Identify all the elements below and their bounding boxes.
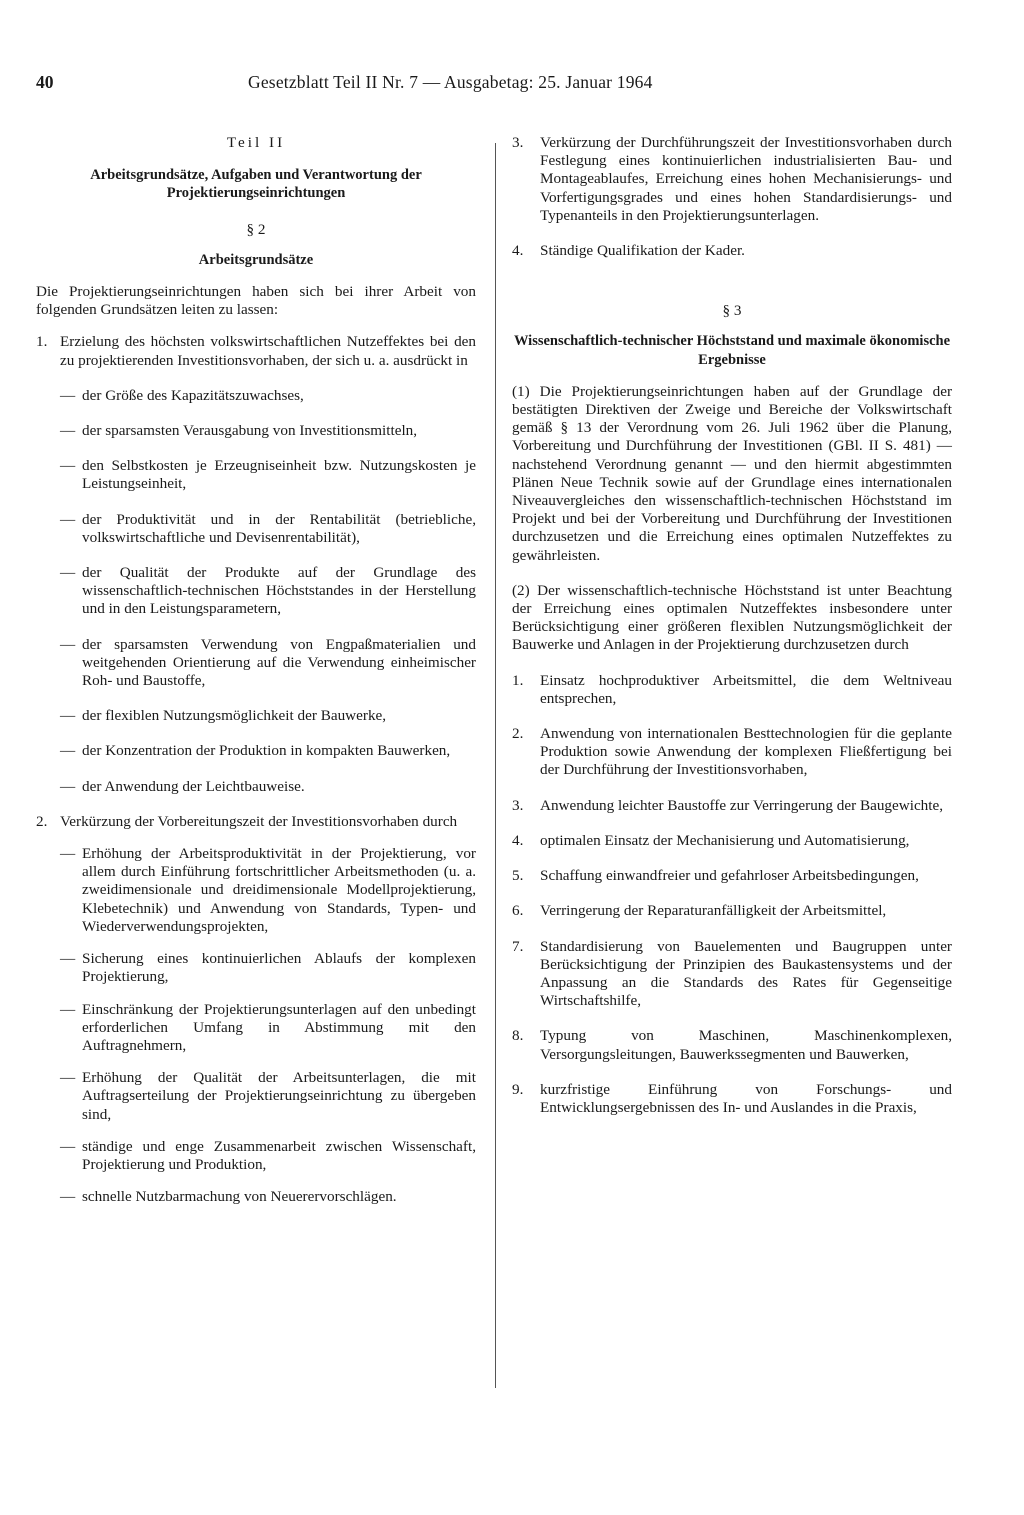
dash-text: schnelle Nutzbarmachung von Neuerervorschlägen. [82, 1188, 397, 1206]
right-column [512, 134, 952, 1117]
list-number: 3. [512, 134, 524, 151]
dash-item: — schnelle Nutzbarmachung von Neuerervorschlägen. [60, 1188, 476, 1206]
dash-item: — Einschränkung der Projektierungsunterlagen auf den unbedingt erforderlichen Umfang in Abstimmung mit den Auftragnehmern, [60, 1000, 476, 1054]
list-number: 7. [512, 937, 524, 955]
list-text: optimalen Einsatz der Mechanisierung und Automatisierung, [540, 831, 910, 849]
list-text: Anwendung von internationalen Besttechnologien für die geplante Produktion sowie Anwendung der komplexen Fließfertigung bei der Durchführung der Investitionsvorhaben, [540, 725, 952, 779]
list-text: kurzfristige Einführung von Forschungs- und Entwicklungsergebnissen des In- und Auslandes in die Praxis, [540, 1080, 952, 1116]
list-number: 2. [36, 812, 48, 830]
measure-item-9 [512, 1081, 952, 1117]
dash-text: den Selbstkosten je Erzeugniseinheit bzw. Nutzungskosten je Leistungseinheit, [82, 457, 476, 493]
page-header [36, 72, 756, 93]
dash-text: Erhöhung der Qualität der Arbeitsunterlagen, die mit Auftragserteilung der Projektierungseinrichtung zu übergeben sind, [82, 1069, 476, 1123]
list-number: 6. [512, 902, 524, 920]
paragraph-2: (2) Der wissenschaftlich-technische Höchststand ist unter Beachtung der Erreichung eines optimalen Nutzeffektes insbesondere unter Berücksichtigung einer größeren flexiblen Nutzungsmöglichkeit der Bauwerke und Anlagen in der Projektierung durchzusetzen durch [512, 581, 952, 654]
measure-item-1 [512, 672, 952, 708]
list-item-4 [512, 242, 952, 260]
list-text: Anwendung leichter Baustoffe zur Verringerung der Baugewichte, [540, 796, 944, 814]
dash-text: der sparsamsten Verwendung von Engpaßmaterialien und weitgehenden Orientierung auf die Verwendung einheimischer Roh- und Baustoffe, [82, 635, 476, 690]
dash-text: der Konzentration der Produktion in kompakten Bauwerken, [82, 742, 451, 760]
dash-text: der Produktivität und in der Rentabilität (betriebliche, volkswirtschaftliche und Devisenrentabilität), [82, 510, 476, 546]
dash-text: ständige und enge Zusammenarbeit zwischen Wissenschaft, Projektierung und Produktion, [82, 1137, 476, 1173]
list-number: 9. [512, 1080, 524, 1098]
dash-item: — der sparsamsten Verwendung von Engpaßmaterialien und weitgehenden Orientierung auf die Verwendung einheimischer Roh- und Baustoffe, [60, 635, 476, 690]
dash-item: — Erhöhung der Arbeitsproduktivität in der Projektierung, vor allem durch Einführung fortschrittlicher Arbeitsmethoden (u. a. zweidimensionale und dreidimensionale Modellprojektierung, Klebetechnik) und Anwendung von Standards, Typen- und Wiederverwendungsprojekten, [60, 845, 476, 935]
dash-text: Einschränkung der Projektierungsunterlagen auf den unbedingt erforderlichen Umfang in Abstimmung mit den Auftragnehmern, [82, 1000, 476, 1054]
measure-item-7 [512, 938, 952, 1011]
measure-item-5 [512, 867, 952, 885]
dash-item: — der Qualität der Produkte auf der Grundlage des wissenschaftlich-technischen Höchststandes in der Herstellung und in den Leistungsparametern, [60, 564, 476, 618]
dash-item: — der flexiblen Nutzungsmöglichkeit der Bauwerke, [60, 707, 476, 725]
measure-item-6 [512, 902, 952, 920]
dash-item: — der Produktivität und in der Rentabilität (betriebliche, volkswirtschaftliche und Devisenrentabilität), [60, 510, 476, 546]
list-text: Verkürzung der Durchführungszeit der Investitionsvorhaben durch Festlegung eines kontinuierlichen industrialisierten Bau- und Montageablaufes, Erreichung eines hohen Mechanisierungs- und Vorfertigungsgrades und eines hohen Standardisierungs- und Typenanteils in den Projektierungsunterlagen. [540, 134, 952, 224]
dash-text: Erhöhung der Arbeitsproduktivität in der Projektierung, vor allem durch Einführung fortschrittlicher Arbeitsmethoden (u. a. zweidimensionale und dreidimensionale Modellprojektierung, Klebetechnik) und Anwendung von Standards, Typen- und Wiederverwendungsprojekten, [82, 845, 476, 935]
dash-item: — der Konzentration der Produktion in kompakten Bauwerken, [60, 742, 476, 760]
dash-item: — den Selbstkosten je Erzeugniseinheit bzw. Nutzungskosten je Leistungseinheit, [60, 457, 476, 493]
list-text: Verringerung der Reparaturanfälligkeit der Arbeitsmittel, [540, 902, 887, 920]
paragraph-1: (1) Die Projektierungseinrichtungen haben auf der Grundlage der bestätigten Direktiven der Zweige und Bereiche der Volkswirtschaft gemäß § 13 der Verordnung vom 26. Juli 1962 über die Planung, Vorbereitung und Durchführung der Investitionen (GBl. II S. 481) — nachstehend Verordnung genannt — und den hiermit abgestimmten Plänen Neue Technik sowie auf der Grundlage eines internationalen Niveauvergleiches den wissenschaftlich-technischen Höchststand im Projekt und bei der Vorbereitung und Durchführung der Investitionen durchzusetzen und die Erreichung eines optimalen Nutzeffektes zu gewährleisten. [512, 382, 952, 564]
dash-item: — der sparsamsten Verausgabung von Investitionsmitteln, [60, 422, 476, 440]
dash-text: der Größe des Kapazitätszuwachses, [82, 386, 304, 404]
section-sign-3: § 3 [722, 302, 742, 320]
measure-item-3 [512, 797, 952, 815]
dash-item: — ständige und enge Zusammenarbeit zwischen Wissenschaft, Projektierung und Produktion, [60, 1137, 476, 1173]
dash-text: Sicherung eines kontinuierlichen Ablaufs der komplexen Projektierung, [82, 950, 476, 986]
list-item-3 [512, 134, 952, 225]
list-text: Verkürzung der Vorbereitungszeit der Investitionsvorhaben durch [60, 812, 458, 830]
dash-item: — Sicherung eines kontinuierlichen Ablaufs der komplexen Projektierung, [60, 950, 476, 986]
dash-item: — der Anwendung der Leichtbauweise. [60, 778, 476, 796]
section-heading-2: Arbeitsgrundsätze [198, 251, 314, 268]
dash-text: der Anwendung der Leichtbauweise. [82, 777, 305, 795]
left-column [36, 130, 476, 1206]
part-heading: Arbeitsgrundsätze, Aufgaben und Verantwortung der Projektierungseinrichtungen [90, 167, 422, 202]
section-heading-3: Wissenschaftlich-technischer Höchststand und maximale ökonomische Ergebnisse [513, 333, 951, 368]
list-text: Standardisierung von Bauelementen und Baugruppen unter Berücksichtigung der Prinzipien des Baukastensystems und der Anpassung an die Standards des Rates für Gegenseitige Wirtschaftshilfe, [540, 937, 952, 1010]
list-text: Einsatz hochproduktiver Arbeitsmittel, die dem Weltniveau entsprechen, [540, 671, 952, 707]
part-title: Teil II [226, 134, 286, 151]
list-number: 1. [512, 671, 524, 689]
list-number: 4. [512, 831, 524, 849]
dash-text: der sparsamsten Verausgabung von Investitionsmitteln, [82, 422, 418, 440]
list-number: 5. [512, 867, 524, 885]
header-title: Gesetzblatt Teil II Nr. 7 — Ausgabetag: 25. Januar 1964 [248, 72, 653, 92]
intro-paragraph: Die Projektierungseinrichtungen haben sich bei ihrer Arbeit von folgenden Grundsätzen leiten zu lassen: [36, 283, 476, 319]
page-number: 40 [36, 72, 54, 92]
list-item-1 [36, 333, 476, 369]
dash-text: der flexiblen Nutzungsmöglichkeit der Bauwerke, [82, 707, 387, 725]
list-number: 8. [512, 1027, 524, 1045]
list-text: Ständige Qualifikation der Kader. [540, 242, 745, 260]
list-number: 3. [512, 796, 524, 814]
dash-item: — Erhöhung der Qualität der Arbeitsunterlagen, die mit Auftragserteilung der Projektierungseinrichtung zu übergeben sind, [60, 1069, 476, 1123]
list-text: Typung von Maschinen, Maschinenkomplexen, Versorgungsleitungen, Bauwerkssegmenten und Bauwerken, [540, 1027, 952, 1063]
dash-item: — der Größe des Kapazitätszuwachses, [60, 387, 476, 405]
measure-item-2 [512, 725, 952, 780]
list-number: 1. [36, 333, 48, 351]
column-divider [495, 143, 496, 1388]
list-item-2 [36, 813, 476, 831]
list-text: Erzielung des höchsten volkswirtschaftlichen Nutzeffektes bei den zu projektierenden Investitionsvorhaben, der sich u. a. ausdrückt in [60, 333, 476, 369]
list-text: Schaffung einwandfreier und gefahrloser Arbeitsbedingungen, [540, 867, 919, 885]
measure-item-4 [512, 832, 952, 850]
list-number: 4. [512, 242, 524, 260]
dash-text: der Qualität der Produkte auf der Grundlage des wissenschaftlich-technischen Höchststandes in der Herstellung und in den Leistungsparametern, [82, 564, 476, 618]
measure-item-8 [512, 1027, 952, 1063]
section-sign-2: § 2 [246, 220, 266, 238]
list-number: 2. [512, 725, 524, 743]
